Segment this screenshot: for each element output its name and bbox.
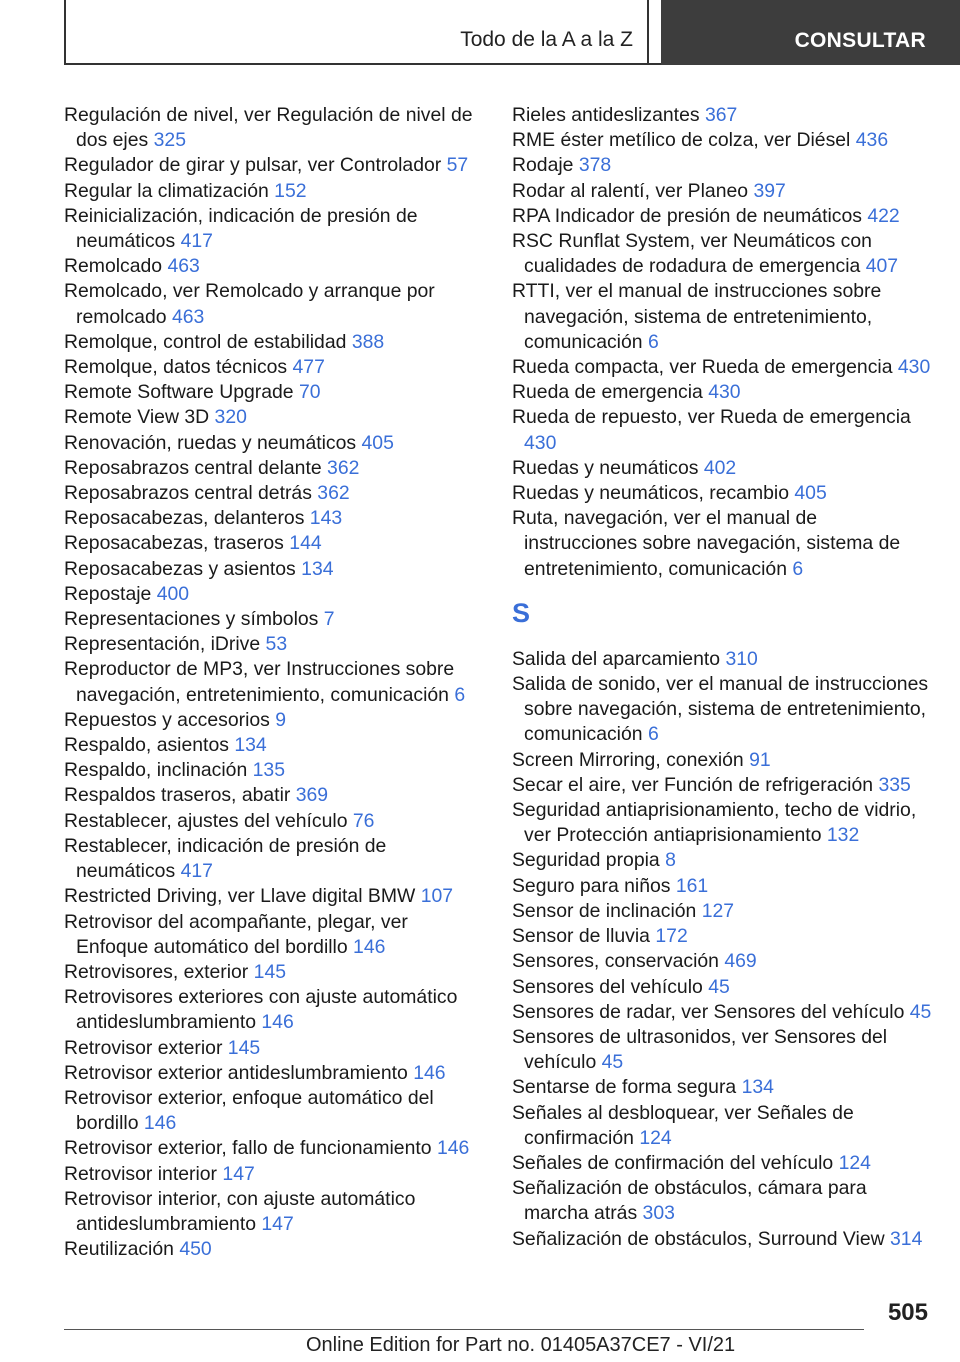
page-reference-link[interactable]: 146 [261,1011,294,1034]
page-reference-link[interactable]: 314 [890,1227,923,1250]
index-entry [64,1036,484,1061]
index-entry [512,1176,932,1226]
page-reference-link[interactable]: 91 [749,748,771,771]
index-entry [64,607,484,632]
entry-term: Representaciones y símbolos [64,608,319,631]
entry-term: Reposacabezas, traseros [64,532,284,555]
entry-term: Sentarse de forma segura [512,1076,737,1099]
entry-term: RME éster metílico de colza, ver Diésel [512,129,851,152]
page-reference-link[interactable]: 124 [639,1126,672,1149]
index-entry [512,949,932,974]
page-reference-link[interactable]: 146 [143,1112,177,1135]
entry-term: Ruedas y neumáticos, recambio [512,482,789,505]
entry-term: Representación, iDrive [64,633,261,656]
index-entry [64,204,484,254]
page-reference-link[interactable]: 407 [865,255,899,278]
entry-term: Sensores de ultrasonidos, ver Sensores del vehículo [512,1025,888,1074]
index-entry [64,809,484,834]
page-reference-link[interactable]: 362 [327,456,360,479]
entry-term: Respaldo, inclinación [64,759,248,782]
entry-term: RSC Runflat System, ver Neumáticos con cualidades de rodadura de emergencia [512,230,872,278]
entry-term: Respaldo, asientos [64,734,229,757]
page-reference-link[interactable]: 145 [253,960,287,983]
entry-term: Salida de sonido, ver el manual de instrucciones sobre navegación, sistema de entretenimiento, comunicación [512,673,929,746]
index-entry [64,733,484,758]
page-reference-link[interactable]: 147 [261,1212,294,1235]
index-column-right [512,103,932,1252]
index-entry [512,380,932,405]
page-reference-link[interactable]: 469 [724,950,757,973]
page-reference-link[interactable]: 127 [701,899,735,922]
index-entry [64,1187,484,1237]
page-reference-link[interactable]: 400 [156,582,190,605]
index-entry [64,884,484,909]
entry-term: Rueda de emergencia [512,381,703,404]
page-reference-link[interactable]: 335 [878,773,911,796]
entry-term: Sensores, conservación [512,950,719,973]
index-entry [512,1075,932,1100]
entry-term: Remote View 3D [64,406,210,429]
page-reference-link[interactable]: 436 [855,129,889,152]
page-reference-link[interactable]: 132 [826,824,860,847]
index-entry [64,1237,484,1262]
entry-term: Sensores de radar, ver Sensores del vehículo [512,1000,905,1023]
entry-term: Screen Mirroring, conexión [512,748,744,771]
section-letter: S [512,597,531,628]
index-entry [512,179,932,204]
index-entry [512,355,932,380]
entry-term: Regulación de nivel, ver Regulación de nivel de dos ejes [64,104,473,152]
entry-term: Reposacabezas, delanteros [64,507,305,530]
entry-term: Seguridad antiaprisionamiento, techo de vidrio, ver Protección antiaprisionamiento [512,799,917,847]
entry-term: Renovación, ruedas y neumáticos [64,431,357,454]
index-entry [64,783,484,808]
index-entry [64,557,484,582]
entry-term: Señales al desbloquear, ver Señales de confirmación [512,1101,854,1149]
entry-term: Seguro para niños [512,874,671,897]
section-title: Todo de la A a la Z [460,27,633,51]
index-entry [512,103,932,128]
page-reference-link[interactable]: 325 [153,129,186,152]
page-reference-link[interactable]: 57 [446,154,469,177]
page-reference-link[interactable]: 134 [301,557,334,580]
entry-term: Rodaje [512,154,574,177]
entry-term: RTTI, ver el manual de instrucciones sobre navegación, sistema de entretenimiento, comunicación [512,280,882,353]
entry-term: Señalización de obstáculos, Surround View [512,1227,885,1250]
index-entry [64,254,484,279]
entry-term: Seguridad propia [512,849,660,872]
entry-term: Retrovisor del acompañante, plegar, ver Enfoque automático del bordillo [64,910,408,958]
page-reference-link[interactable]: 397 [753,179,786,202]
index-entry [64,481,484,506]
entry-term: Reinicialización, indicación de presión de neumáticos [64,204,418,253]
entry-term: Salida del aparcamiento [512,647,721,670]
index-entry [512,899,932,924]
entry-term: Señalización de obstáculos, cámara para marcha atrás [512,1177,867,1225]
page-reference-link[interactable]: 422 [867,204,900,227]
index-entry [512,798,932,848]
page-reference-link[interactable]: 8 [665,849,676,872]
page-reference-link[interactable]: 430 [897,356,931,379]
index-entry [64,531,484,556]
page-reference-link[interactable]: 320 [214,406,247,429]
entry-term: Sensores del vehículo [512,975,703,998]
index-entry [512,1025,932,1075]
index-entry [64,380,484,405]
footer-rule [64,1329,864,1330]
entry-term: Secar el aire, ver Función de refrigeración [512,773,874,796]
page-reference-link[interactable]: 6 [647,330,659,353]
page-reference-link[interactable]: 134 [741,1076,774,1099]
index-entry [512,975,932,1000]
index-group-s [512,647,932,1252]
page-reference-link[interactable]: 405 [361,431,394,454]
index-entry [64,431,484,456]
index-entry [512,279,932,355]
index-entry [64,1162,484,1187]
page-reference-link[interactable]: 417 [180,860,213,883]
index-entry [512,229,932,279]
page-reference-link[interactable]: 146 [436,1137,470,1160]
page-reference-link[interactable]: 430 [708,381,741,404]
page-reference-link[interactable]: 367 [704,104,738,126]
index-entry [64,179,484,204]
index-entry [64,582,484,607]
page-reference-link[interactable]: 310 [725,647,758,670]
entry-term: Reutilización [64,1238,174,1261]
index-entry [512,506,932,582]
entry-term: Reposacabezas y asientos [64,557,296,580]
page-reference-link[interactable]: 45 [601,1051,624,1074]
page-reference-link[interactable]: 303 [642,1202,675,1225]
page-reference-link[interactable]: 144 [289,532,322,555]
index-entry [64,279,484,329]
index-entry [512,773,932,798]
page-reference-link[interactable]: 143 [309,507,343,530]
index-entry [512,1227,932,1252]
index-entry [64,1086,484,1136]
index-entry [64,405,484,430]
page-reference-link[interactable]: 76 [352,809,375,832]
entry-term: Sensor de lluvia [512,925,650,948]
entry-term: Regulador de girar y pulsar, ver Controlador [64,154,442,177]
page-reference-link[interactable]: 378 [578,154,612,177]
entry-term: Retrovisor interior [64,1162,218,1185]
entry-term: Retrovisor interior, con ajuste automático antideslumbramiento [64,1187,416,1235]
page-reference-link[interactable]: 146 [413,1061,446,1084]
index-entry [512,672,932,748]
page-reference-link[interactable]: 147 [222,1162,255,1185]
entry-term: Retrovisor exterior, enfoque automático del bordillo [64,1086,434,1135]
entry-term: Reposabrazos central detrás [64,482,312,505]
page-reference-link[interactable]: 388 [351,330,385,353]
index-entry [64,910,484,960]
entry-term: Remolcado [64,255,163,278]
index-entry [64,985,484,1035]
entry-term: Señales de confirmación del vehículo [512,1151,834,1174]
entry-term: RPA Indicador de presión de neumáticos [512,204,862,227]
entry-term: Restablecer, indicación de presión de neumáticos [64,834,387,883]
page-reference-link[interactable]: 6 [454,683,466,706]
entry-term: Restricted Driving, ver Llave digital BMW [64,885,416,908]
page-reference-link[interactable]: 45 [708,975,730,998]
index-entry [64,1061,484,1086]
entry-term: Ruedas y neumáticos [512,456,699,479]
index-entry [64,834,484,884]
header-bottom-rule [64,63,664,65]
index-entry [512,848,932,873]
page-reference-link[interactable]: 107 [420,885,454,908]
index-group-r [512,103,932,582]
entry-term: Retrovisores, exterior [64,960,249,983]
page-reference-link[interactable]: 172 [655,925,688,948]
index-entry [64,1136,484,1161]
index-entry [64,153,484,178]
page-reference-link[interactable]: 45 [909,1000,932,1023]
page-reference-link[interactable]: 9 [275,708,287,731]
header-divider [647,0,649,65]
index-entry [512,647,932,672]
page-reference-link[interactable]: 134 [234,734,267,757]
index-entry [64,506,484,531]
entry-term: Repuestos y accesorios [64,708,270,731]
entry-term: Restablecer, ajustes del vehículo [64,809,348,832]
page-reference-link[interactable]: 53 [265,633,288,656]
page-reference-link[interactable]: 7 [323,608,335,631]
entry-term: Rieles antideslizantes [512,104,700,126]
index-entry [64,330,484,355]
entry-term: Reposabrazos central delante [64,456,322,479]
page-reference-link[interactable]: 362 [317,482,350,505]
index-entry [512,748,932,773]
index-entry [64,657,484,707]
index-entry [512,924,932,949]
page-reference-link[interactable]: 402 [703,456,737,479]
page-reference-link[interactable]: 145 [227,1036,261,1059]
page-reference-link[interactable]: 161 [675,874,709,897]
entry-term: Retrovisor exterior antideslumbramiento [64,1061,408,1084]
entry-term: Retrovisores exteriores con ajuste automático antideslumbramiento [64,986,458,1034]
index-entry [512,481,932,506]
index-column-left [64,103,484,1262]
page-reference-link[interactable]: 463 [167,255,200,278]
page-header [0,0,960,66]
entry-term: Retrovisor exterior, fallo de funcionamiento [64,1137,432,1160]
entry-term: Ruta, navegación, ver el manual de instrucciones sobre navegación, sistema de entretenimiento, comunicación [512,507,901,580]
index-entry [512,153,932,178]
index-entry [64,632,484,657]
index-entry [512,1101,932,1151]
index-entry [64,103,484,153]
index-entry [512,874,932,899]
entry-term: Repostaje [64,582,152,605]
index-entry [512,405,932,455]
index-entry [512,204,932,229]
entry-term: Remolcado, ver Remolcado y arranque por remolcado [64,280,435,328]
page-reference-link[interactable]: 135 [252,759,285,782]
entry-term: Retrovisor exterior [64,1036,223,1059]
index-entry [64,355,484,380]
entry-term: Rodar al ralentí, ver Planeo [512,179,749,202]
entry-term: Regular la climatización [64,179,269,202]
page-reference-link[interactable]: 6 [647,723,659,746]
index-entry [64,708,484,733]
page-reference-link[interactable]: 146 [353,935,386,958]
entry-term: Respaldos traseros, abatir [64,784,291,807]
entry-term: Reproductor de MP3, ver Instrucciones sobre navegación, entretenimiento, comunicación [64,658,455,706]
entry-term: Remote Software Upgrade [64,381,294,404]
page-reference-link[interactable]: 70 [298,381,321,404]
entry-term: Remolque, datos técnicos [64,356,288,379]
index-entry [512,1000,932,1025]
index-entry [512,456,932,481]
page-reference-link[interactable]: 477 [292,356,325,379]
page-reference-link[interactable]: 369 [295,784,329,807]
index-entry [512,128,932,153]
entry-term: Rueda compacta, ver Rueda de emergencia [512,356,893,379]
index-entry [64,758,484,783]
page-reference-link[interactable]: 405 [794,482,827,505]
page-reference-link[interactable]: 124 [838,1151,871,1174]
footer-edition: Online Edition for Part no. 01405A37CE7 - VI/21 [306,1334,736,1356]
page-reference-link[interactable]: 430 [524,431,557,454]
page-number: 505 [887,1299,928,1326]
page-reference-link[interactable]: 152 [274,179,307,202]
page-reference-link[interactable]: 6 [792,557,804,580]
entry-term: Rueda de repuesto, ver Rueda de emergencia [512,406,911,429]
index-entry [512,1151,932,1176]
entry-term: Remolque, control de estabilidad [64,330,347,353]
page-reference-link[interactable]: 463 [171,305,205,328]
index-entry [64,456,484,481]
entry-term: Sensor de inclinación [512,899,697,922]
chapter-tab[interactable]: CONSULTAR [661,0,960,65]
index-entry [64,960,484,985]
page-reference-link[interactable]: 417 [180,230,213,253]
page-reference-link[interactable]: 450 [179,1238,212,1261]
